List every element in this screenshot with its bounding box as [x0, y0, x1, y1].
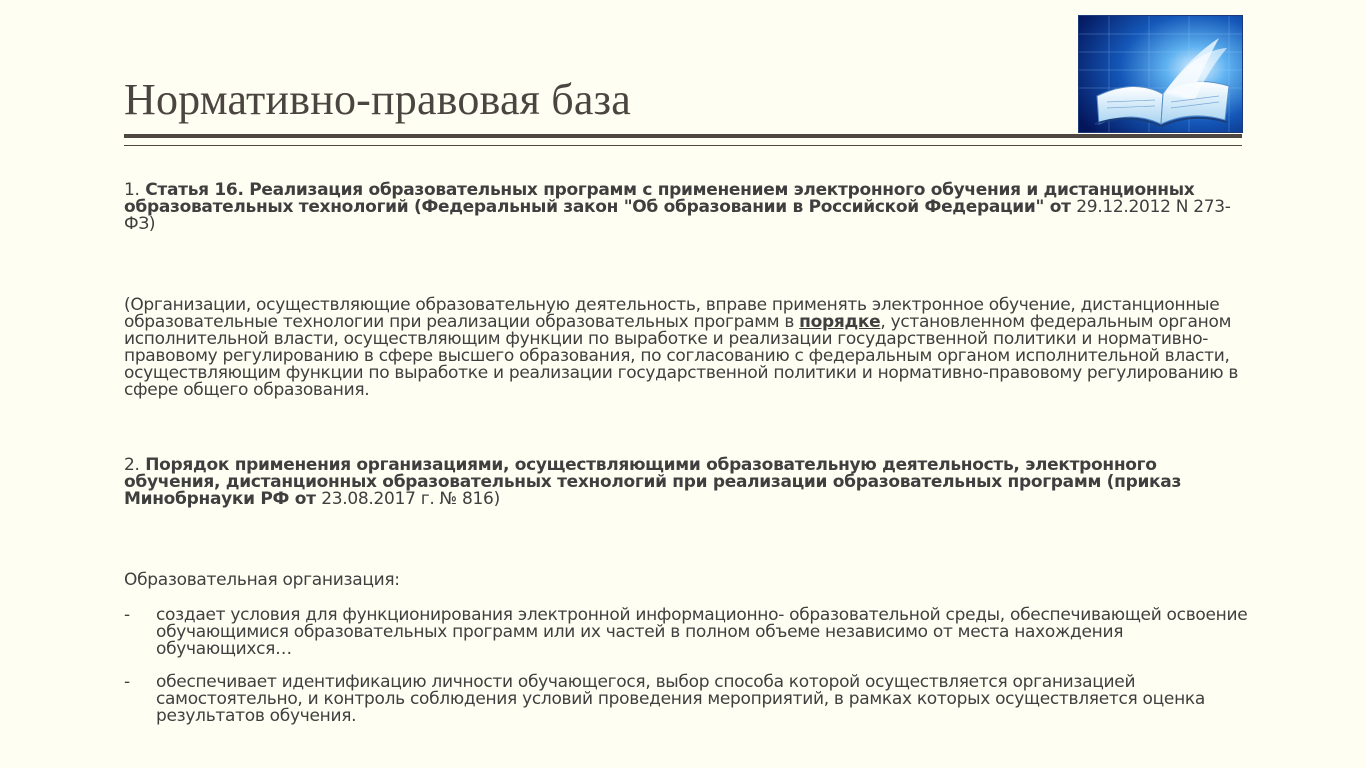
section2-heading: 2. Порядок применения организациями, осуществляющими образовательную деятельность, электронного обучения, дистанционных образовательных технологий при реализации образовательных программ (приказ Минобрнауки РФ от 23.08.2017 г. № 816) [124, 455, 1182, 509]
section2-lead: Образовательная организация: [124, 570, 400, 590]
dash-bullet: - [124, 605, 130, 625]
duties-list [124, 607, 1254, 725]
section1-body: (Организации, осуществляющие образовательную деятельность, вправе применять электронное обучение, дистанционные образовательные технологии при реализации образовательных программ в порядке, установленном федеральным органом исполнительной власти, осуществляющим функции по выработке и реализации государственной политики и нормативно-правовому регулированию в сфере высшего образования, по согласованию с федеральным органом исполнительной власти, осуществляющим функции по выработке и реализации государственной политики и нормативно-правовому регулированию в сфере общего образования. [124, 295, 1239, 400]
slide-title: Нормативно-правовая база [124, 75, 631, 124]
poryadke-link[interactable]: порядке [799, 312, 881, 332]
list-item: - создает условия для функционирования электронной информационно- образовательной среды, обеспечивающей освоение обучающимися образовательных программ или их частей в полном объеме независимо от места нахождения обучающихся… [124, 605, 1248, 659]
slide-content [124, 172, 1254, 741]
dash-bullet: - [124, 672, 130, 692]
title-rule-thin [124, 145, 1242, 146]
list-item: - обеспечивает идентификацию личности обучающегося, выбор способа которой осуществляется организацией самостоятельно, и контроль соблюдения условий проведения мероприятий, в рамках которых осуществляется оценка результатов обучения. [124, 672, 1205, 726]
section1-heading: 1. Статья 16. Реализация образовательных программ с применением электронного обучения и дистанционных образовательных технологий (Федеральный закон "Об образовании в Российской Федерации" от 29.12.2012 N 273-ФЗ) [124, 180, 1231, 234]
open-book-image [1078, 15, 1243, 133]
title-rule-thick [124, 134, 1242, 138]
